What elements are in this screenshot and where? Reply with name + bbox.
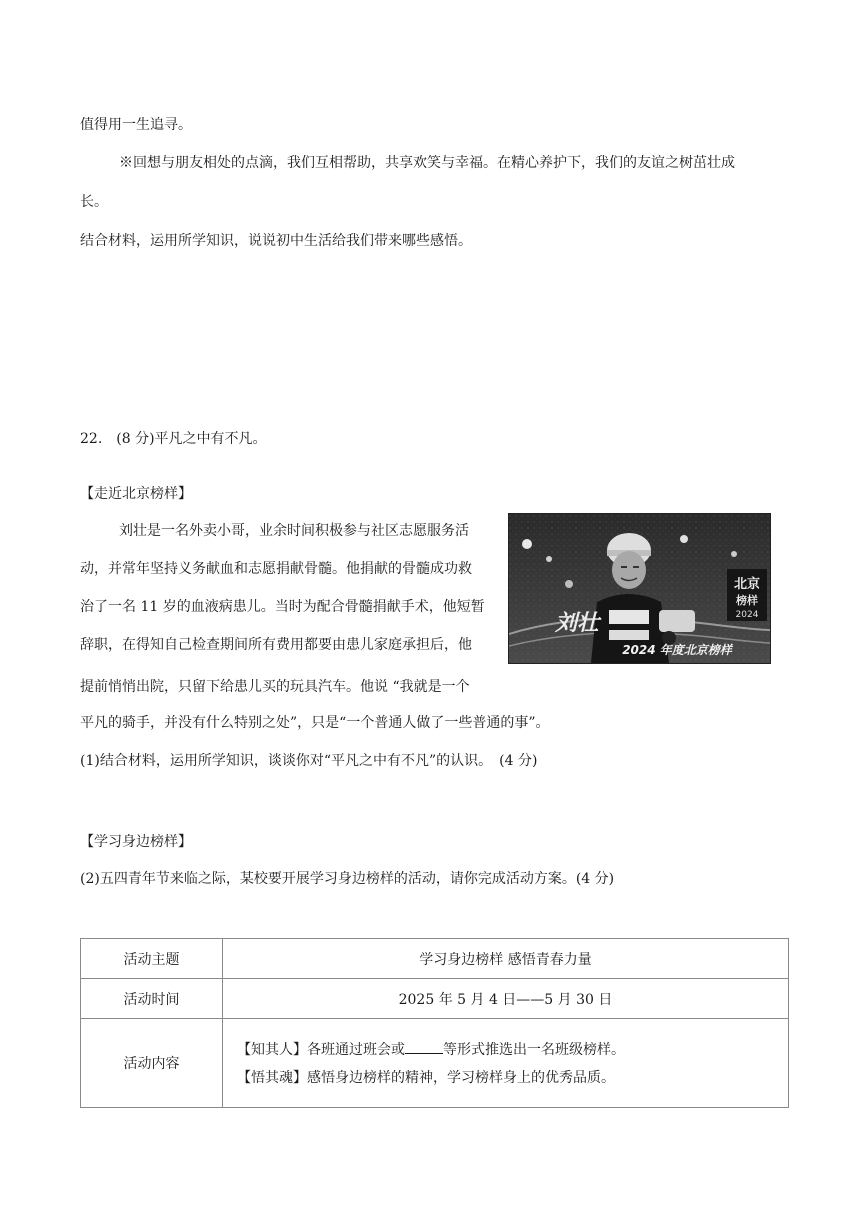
question-prompt: 结合材料，运用所学知识，说说初中生活给我们带来哪些感悟。 [80, 233, 472, 249]
section-heading: 【学习身边榜样】 [80, 834, 192, 850]
sub-question-1: (1)结合材料，运用所学知识，谈谈你对“平凡之中有不凡”的认识。 (4 分) [80, 753, 538, 769]
material-paragraph-line: 提前悄悄出院，只留下给患儿买的玩具汽车。他说 “我就是一个 [80, 679, 470, 695]
photo-logo-sub: 榜样 [736, 594, 758, 607]
table-cell-value: 2025 年 5 月 4 日——5 月 30 日 [223, 979, 789, 1019]
photo-logo-year: 2024 [735, 610, 759, 620]
material-paragraph-line: 刘壮是一名外卖小哥，业余时间积极参与社区志愿服务活 [119, 523, 469, 539]
content-line-2 [237, 1068, 788, 1088]
photo-logo-text: 北京 [733, 577, 761, 592]
material-paragraph-line: 治了一名 11 岁的血液病患儿。当时为配合骨髓捐献手术，他短暂 [80, 599, 485, 615]
content-tag: 【悟其魂】 [237, 1069, 307, 1086]
material-paragraph-line: 平凡的骑手，并没有什么特别之处”，只是“一个普通人做了一些普通的事”。 [80, 715, 550, 731]
table-cell-value: 学习身边榜样 感悟青春力量 [223, 939, 789, 979]
question-22-title: 22. (8 分)平凡之中有不凡。 [80, 431, 267, 447]
sub-question-2: (2)五四青年节来临之际，某校要开展学习身边榜样的活动，请你完成活动方案。(4 分) [80, 871, 615, 887]
content-text: 感悟身边榜样的精神，学习榜样身上的优秀品质。 [307, 1069, 615, 1086]
section-heading: 【走近北京榜样】 [80, 486, 192, 502]
content-text: 各班通过班会或 [307, 1041, 405, 1058]
content-text: 等形式推选出一名班级榜样。 [443, 1041, 625, 1058]
material-paragraph-line: 动，并常年坚持义务献血和志愿捐献骨髓。他捐献的骨髓成功救 [80, 561, 472, 577]
photo-caption: 2024 年度北京榜样 [622, 643, 732, 657]
text-line: 值得用一生追寻。 [80, 117, 192, 133]
table-cell-key: 活动时间 [81, 979, 223, 1019]
content-tag: 【知其人】 [237, 1041, 307, 1058]
table-cell-key: 活动内容 [81, 1019, 223, 1108]
table-cell-key: 活动主题 [81, 939, 223, 979]
photo-name-text: 刘壮 [555, 611, 600, 636]
activity-plan-table [80, 938, 789, 1108]
table-row [81, 939, 789, 979]
fill-in-blank[interactable] [405, 1039, 443, 1054]
table-cell-content [223, 1019, 789, 1108]
beijing-role-model-photo [508, 513, 771, 664]
table-row [81, 979, 789, 1019]
table-row [81, 1019, 789, 1108]
material-paragraph-line: 辞职，在得知自己检查期间所有费用都要由患儿家庭承担后，他 [80, 637, 472, 653]
content-line-1 [237, 1039, 788, 1060]
text-line: ※回想与朋友相处的点滴，我们互相帮助，共享欢笑与幸福。在精心养护下，我们的友谊之树茁壮成 [119, 155, 735, 171]
photo-illustration [509, 514, 770, 663]
text-line: 长。 [80, 194, 108, 210]
